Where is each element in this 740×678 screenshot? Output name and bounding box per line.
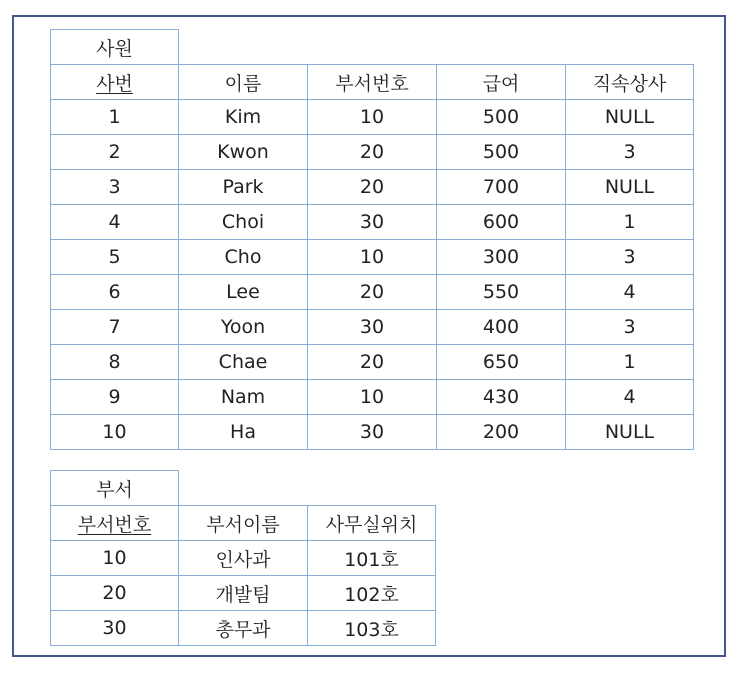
- table-cell: Choi: [179, 205, 308, 240]
- table-row: [51, 135, 694, 170]
- table-cell: 20: [308, 345, 437, 380]
- table-cell: 10: [308, 100, 437, 135]
- table-cell: 8: [51, 345, 179, 380]
- table-cell: 650: [437, 345, 566, 380]
- employee-table-title-row: [51, 30, 694, 65]
- table-cell: 7: [51, 310, 179, 345]
- table-cell: 3: [566, 310, 694, 345]
- table-cell: 430: [437, 380, 566, 415]
- table-cell: 9: [51, 380, 179, 415]
- employee-table-title: 사원: [51, 30, 179, 65]
- table-cell: 200: [437, 415, 566, 450]
- employee-header-name: 이름: [179, 65, 308, 100]
- table-cell: NULL: [566, 170, 694, 205]
- employee-header-salary: 급여: [437, 65, 566, 100]
- table-row: [51, 541, 436, 576]
- table-row: [51, 240, 694, 275]
- table-cell: 20: [308, 170, 437, 205]
- table-cell: 인사과: [179, 541, 308, 576]
- department-header-row: [51, 506, 436, 541]
- employee-header-manager: 직속상사: [566, 65, 694, 100]
- table-cell: Kim: [179, 100, 308, 135]
- table-cell: 10: [308, 240, 437, 275]
- department-table-title-row: [51, 471, 436, 506]
- table-row: [51, 205, 694, 240]
- table-cell: 500: [437, 100, 566, 135]
- table-cell: 10: [308, 380, 437, 415]
- table-row: [51, 100, 694, 135]
- table-row: [51, 345, 694, 380]
- table-cell: 3: [566, 240, 694, 275]
- table-cell: 600: [437, 205, 566, 240]
- table-cell: Park: [179, 170, 308, 205]
- table-cell: Lee: [179, 275, 308, 310]
- table-cell: 3: [566, 135, 694, 170]
- table-cell: 30: [308, 205, 437, 240]
- table-row: [51, 611, 436, 646]
- table-row: [51, 310, 694, 345]
- table-cell: 400: [437, 310, 566, 345]
- table-cell: Nam: [179, 380, 308, 415]
- table-cell: 4: [566, 275, 694, 310]
- table-cell: Kwon: [179, 135, 308, 170]
- table-cell: 1: [566, 205, 694, 240]
- table-cell: 4: [51, 205, 179, 240]
- table-cell: NULL: [566, 100, 694, 135]
- table-cell: Yoon: [179, 310, 308, 345]
- table-cell: 4: [566, 380, 694, 415]
- table-cell: 300: [437, 240, 566, 275]
- table-cell: Cho: [179, 240, 308, 275]
- table-cell: 20: [51, 576, 179, 611]
- table-row: [51, 415, 694, 450]
- table-cell: 30: [308, 310, 437, 345]
- table-cell: 총무과: [179, 611, 308, 646]
- table-row: [51, 576, 436, 611]
- table-cell: NULL: [566, 415, 694, 450]
- table-cell: 6: [51, 275, 179, 310]
- table-cell: 2: [51, 135, 179, 170]
- employee-header-row: [51, 65, 694, 100]
- department-table-title: 부서: [51, 471, 179, 506]
- department-table: [50, 470, 436, 646]
- department-header-location: 사무실위치: [308, 506, 436, 541]
- table-cell: Chae: [179, 345, 308, 380]
- table-cell: 103호: [308, 611, 436, 646]
- table-cell: 101호: [308, 541, 436, 576]
- table-cell: 700: [437, 170, 566, 205]
- table-cell: 10: [51, 541, 179, 576]
- table-cell: 개발팀: [179, 576, 308, 611]
- table-row: [51, 275, 694, 310]
- table-cell: 20: [308, 135, 437, 170]
- table-cell: 30: [308, 415, 437, 450]
- table-cell: 500: [437, 135, 566, 170]
- table-cell: Ha: [179, 415, 308, 450]
- table-row: [51, 170, 694, 205]
- table-cell: 550: [437, 275, 566, 310]
- table-cell: 3: [51, 170, 179, 205]
- table-cell: 10: [51, 415, 179, 450]
- table-cell: 1: [51, 100, 179, 135]
- employee-table: [50, 29, 694, 450]
- department-header-id: 부서번호: [51, 506, 179, 541]
- table-cell: 20: [308, 275, 437, 310]
- table-cell: 5: [51, 240, 179, 275]
- department-header-name: 부서이름: [179, 506, 308, 541]
- table-cell: 102호: [308, 576, 436, 611]
- table-row: [51, 380, 694, 415]
- table-cell: 1: [566, 345, 694, 380]
- employee-header-dept: 부서번호: [308, 65, 437, 100]
- employee-header-id: 사번: [51, 65, 179, 100]
- table-cell: 30: [51, 611, 179, 646]
